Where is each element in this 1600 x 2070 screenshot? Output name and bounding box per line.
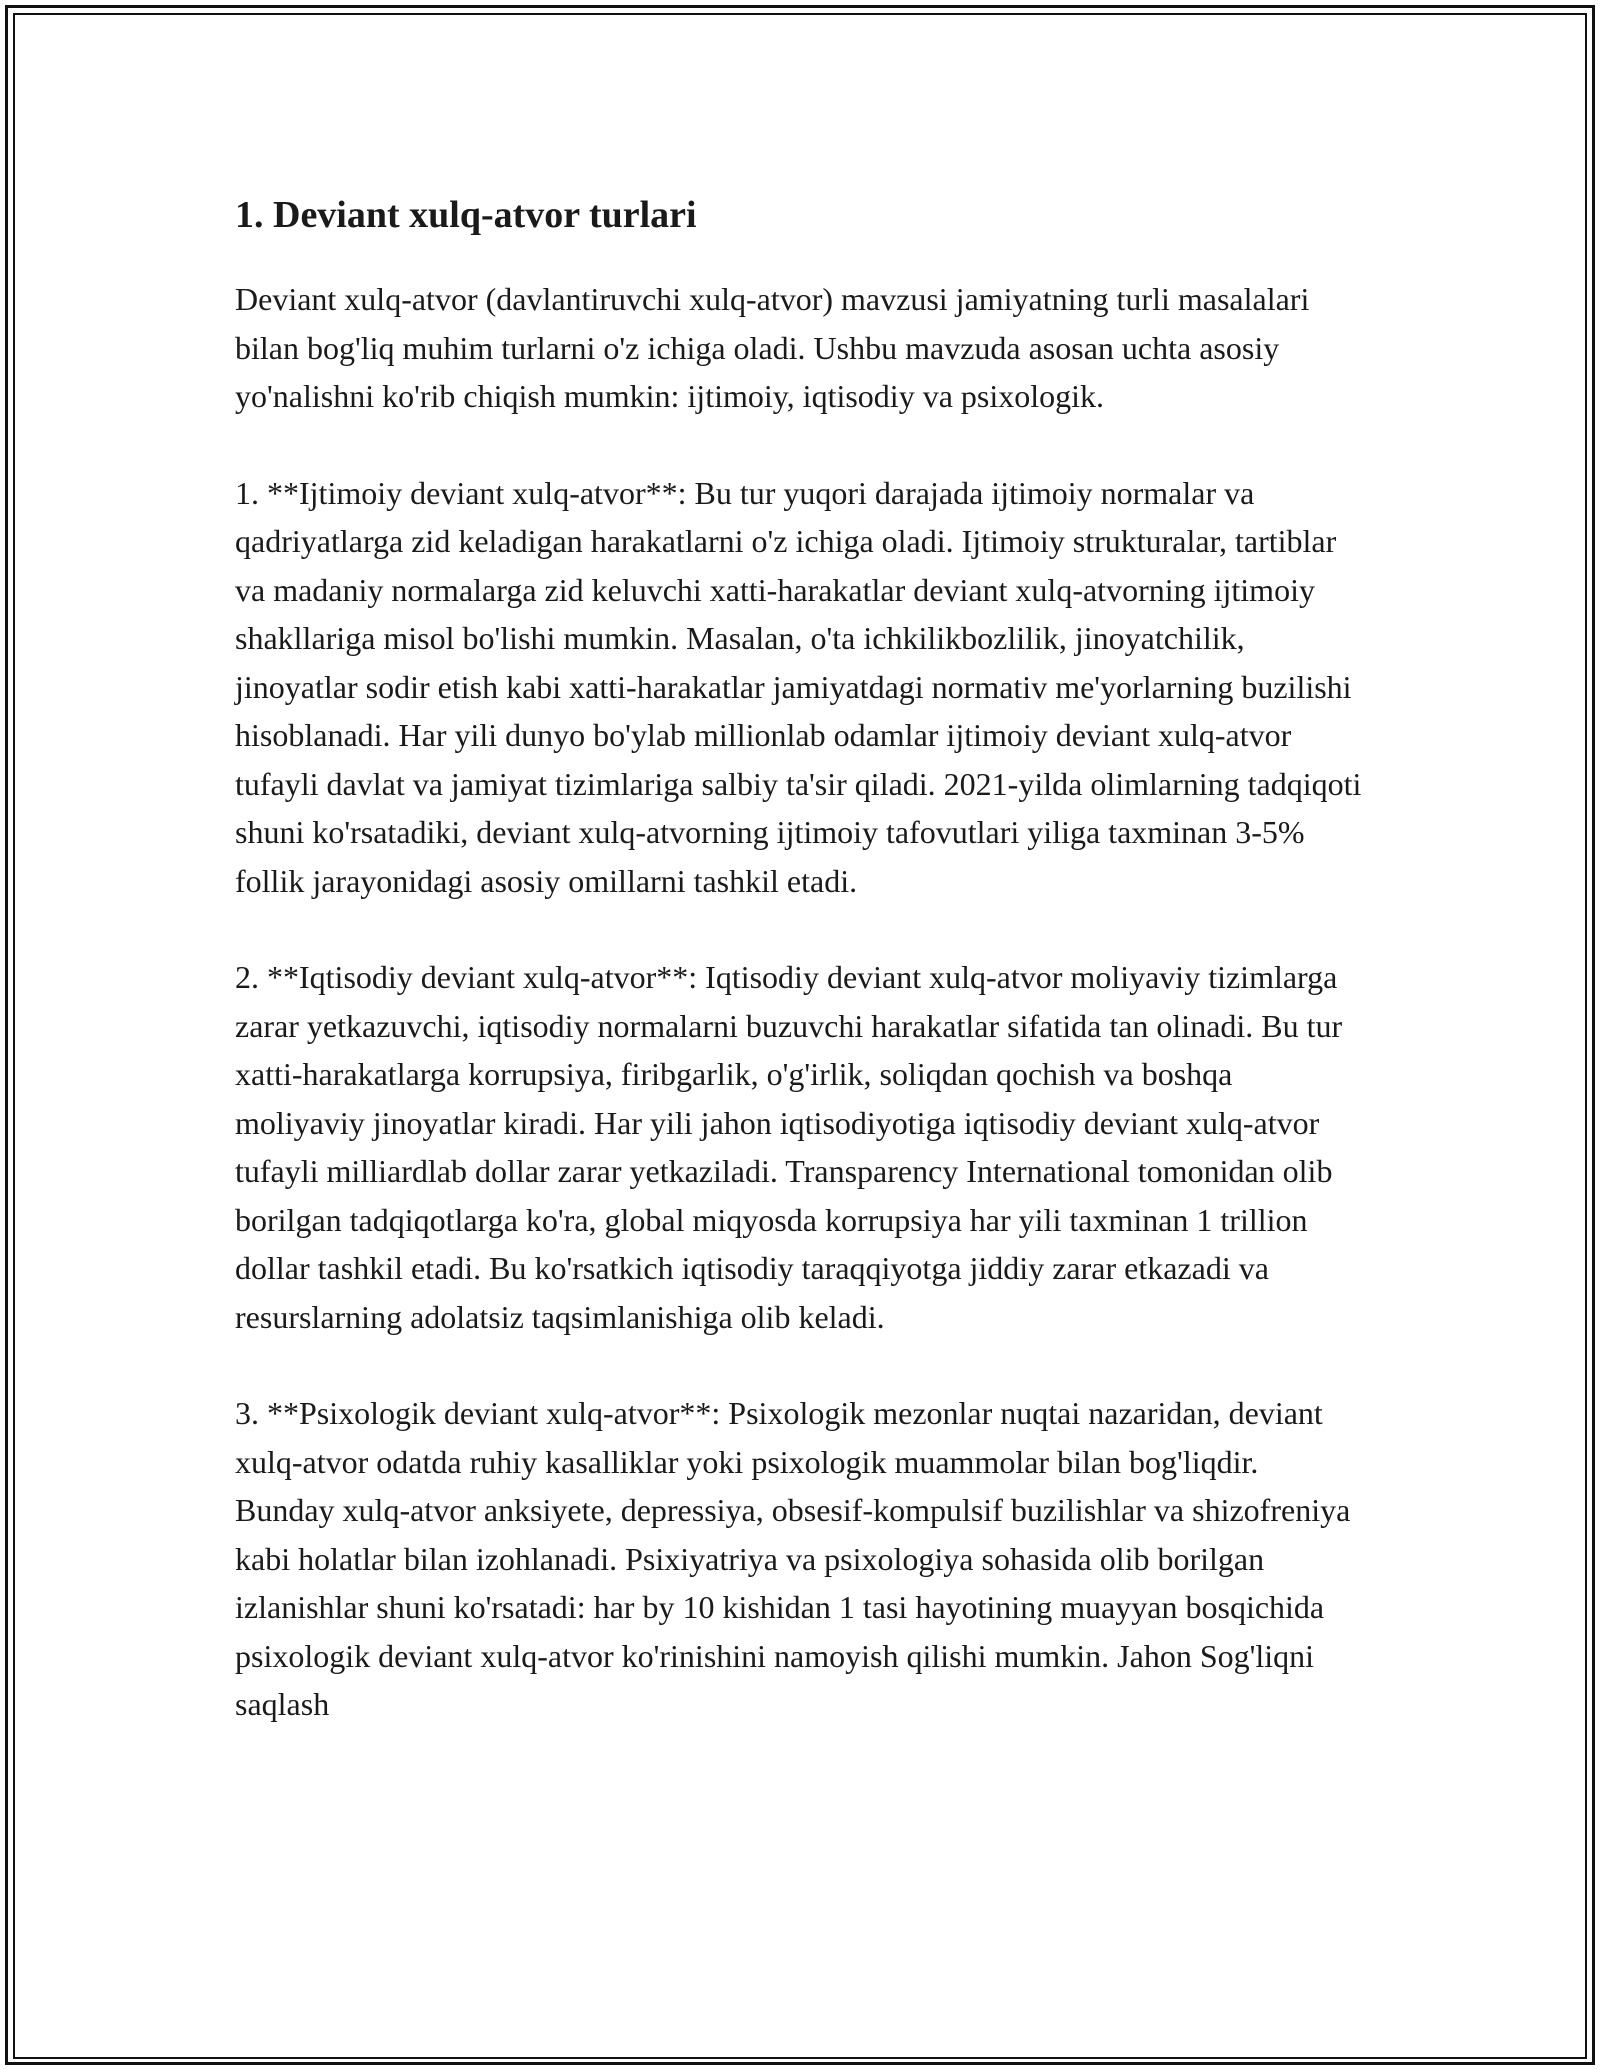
economic-deviance-paragraph: 2. **Iqtisodiy deviant xulq-atvor**: Iqtisodiy deviant xulq-atvor moliyaviy tizimlarga zarar yetkazuvchi, iqtisodiy normalarni buzuvchi harakatlar sifatida tan olinadi. Bu tur xatti-harakatlarga korrupsiya, firibgarlik, o'g'irlik, soliqdan qochish va boshqa moliyaviy jinoyatlar kiradi. Har yili jahon iqtisodiyotiga iqtisodiy deviant xulq-atvor tufayli milliardlab dollar zarar yetkaziladi. Transparency International tomonidan olib borilgan tadqiqotlarga ko'ra, global miqyosda korrupsiya har yili taxminan 1 trillion dollar tashkil etadi. Bu ko'rsatkich iqtisodiy taraqqiyotga jiddiy zarar etkazadi va resurslarning adolatsiz taqsimlanishiga olib keladi.: [235, 959, 1343, 1335]
social-deviance-paragraph: 1. **Ijtimoiy deviant xulq-atvor**: Bu tur yuqori darajada ijtimoiy normalar va qadriyatlarga zid keladigan harakatlarni o'z ichiga oladi. Ijtimoiy strukturalar, tartiblar va madaniy normalarga zid keluvchi xatti-harakatlar deviant xulq-atvorning ijtimoiy shakllariga misol bo'lishi mumkin. Masalan, o'ta ichkilikbozlilik, jinoyatchilik, jinoyatlar sodir etish kabi xatti-harakatlar jamiyatdagi normativ me'yorlarning buzilishi hisoblanadi. Har yili dunyo bo'ylab millionlab odamlar ijtimoiy deviant xulq-atvor tufayli davlat va jamiyat tizimlariga salbiy ta'sir qiladi. 2021-yilda olimlarning tadqiqoti shuni ko'rsatadiki, deviant xulq-atvorning ijtimoiy tafovutlari yiliga taxminan 3-5% follik jarayonidagi asosiy omillarni tashkil etadi.: [235, 474, 1362, 899]
psychological-deviance-paragraph: 3. **Psixologik deviant xulq-atvor**: Psixologik mezonlar nuqtai nazaridan, deviant xulq-atvor odatda ruhiy kasalliklar yoki psixologik muammolar bilan bog'liqdir. Bunday xulq-atvor anksiyete, depressiya, obsesif-kompulsif buzilishlar va shizofreniya kabi holatlar bilan izohlanadi. Psixiyatriya va psixologiya sohasida olib borilgan izlanishlar shuni ko'rsatadi: har by 10 kishidan 1 tasi hayotining muayyan bosqichida psixologik deviant xulq-atvor ko'rinishini namoyish qilishi mumkin. Jahon Sog'liqni saqlash: [235, 1395, 1351, 1722]
document-body: [235, 185, 1365, 1729]
section-heading: 1. Deviant xulq-atvor turlari: [235, 194, 697, 236]
intro-paragraph: Deviant xulq-atvor (davlantiruvchi xulq-atvor) mavzusi jamiyatning turli masalalari bilan bog'liq muhim turlarni o'z ichiga oladi. Ushbu mavzuda asosan uchta asosiy yo'nalishni ko'rib chiqish mumkin: ijtimoiy, iqtisodiy va psixologik.: [235, 281, 1310, 414]
